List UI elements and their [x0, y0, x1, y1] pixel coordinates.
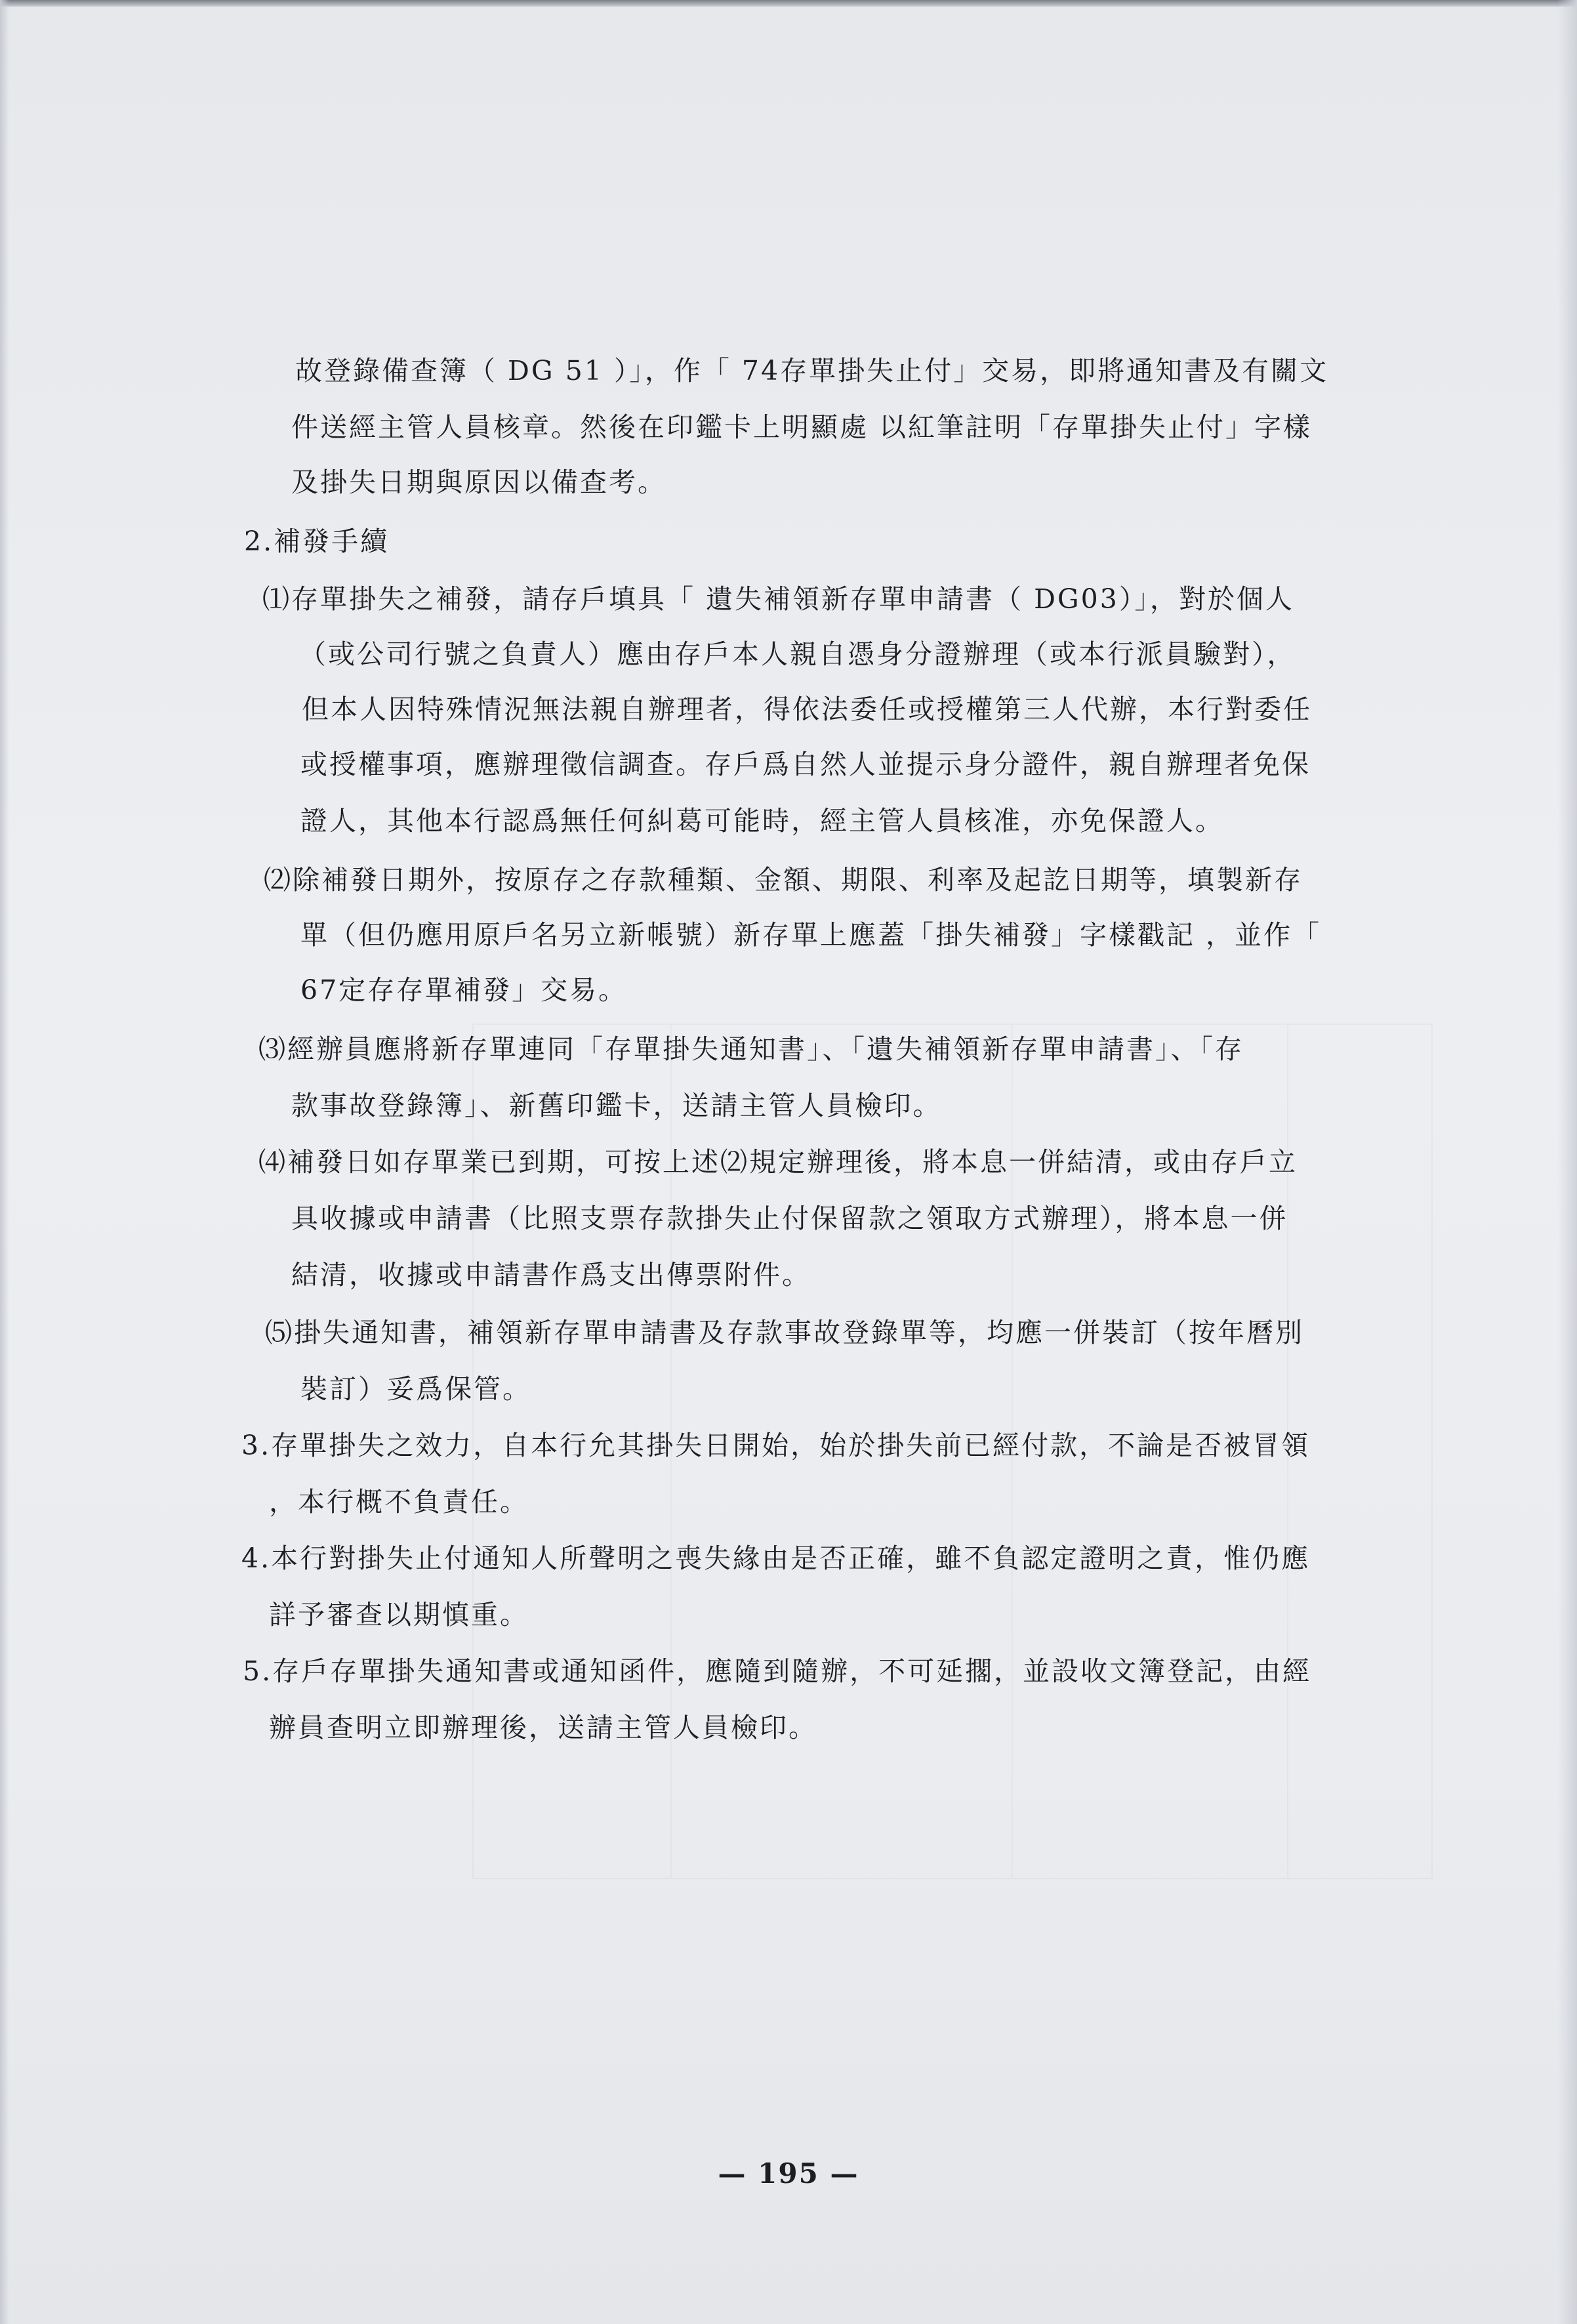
text-line: 詳予審查以期慎重。 [269, 1599, 529, 1630]
text-line: 但本人因特殊情況無法親自辦理者，得依法委任或授權第三人代辦，本行對委任 [302, 694, 1312, 725]
text-line: ⑵除補發日期外，按原存之存款種類、金額、期限、利率及起訖日期等，填製新存 [264, 864, 1303, 896]
text-line: 5.存戶存單掛失通知書或通知函件，應隨到隨辦，不可延擱，並設收文簿登記，由經 [243, 1655, 1312, 1687]
page-number: — 195 — [718, 2157, 859, 2189]
text-line: 67定存存單補發」交易。 [300, 974, 628, 1006]
text-line: 具收據或申請書（比照支票存款掛失止付保留款之領取方式辦理），將本息一併 [291, 1203, 1288, 1234]
text-line: （或公司行號之負責人）應由存戶本人親自憑身分證辦理（或本行派員驗對）， [299, 638, 1296, 670]
text-line: ⑷補發日如存單業已到期，可按上述⑵規定辦理後，將本息一併結清，或由存戶立 [258, 1146, 1298, 1178]
text-line: 故登錄備查簿（ DG 51 ）」，作「 74存單掛失止付」交易，即將通知書及有關文 [295, 355, 1329, 386]
text-line: 單（但仍應用原戶名另立新帳號）新存單上應蓋「掛失補發」字樣戳記 ，並作「 [300, 919, 1322, 951]
text-line: 或授權事項，應辦理徵信調查。存戶爲自然人並提示身分證件，親自辦理者免保 [300, 749, 1311, 780]
text-line: 4.本行對掛失止付通知人所聲明之喪失緣由是否正確，雖不負認定證明之責，惟仍應 [241, 1543, 1311, 1574]
text-line: 裝訂）妥爲保管。 [300, 1373, 531, 1405]
text-line: 證人，其他本行認爲無任何糾葛可能時，經主管人員核准，亦免保證人。 [300, 805, 1224, 837]
text-line: 辦員查明立即辦理後，送請主管人員檢印。 [269, 1712, 817, 1743]
text-line: ，本行概不負責任。 [269, 1486, 529, 1518]
text-line: ⑶經辦員應將新存單連同「存單掛失通知書」、「遺失補領新存單申請書」、「存 [258, 1033, 1244, 1065]
text-line: 件送經主管人員核章。然後在印鑑卡上明顯處 以紅筆註明「存單掛失止付」字樣 [291, 411, 1313, 443]
text-line: ⑴存單掛失之補發，請存戶填具「 遺失補領新存單申請書（ DG03）」，對於個人 [262, 583, 1294, 615]
page-right-edge [1557, 0, 1577, 2324]
text-line: 3.存單掛失之效力，自本行允其掛失日開始，始於掛失前已經付款，不論是否被冒領 [241, 1430, 1311, 1461]
section-heading: 2.補發手續 [244, 526, 390, 557]
page-left-edge [0, 0, 9, 2324]
page-top-edge [0, 0, 1577, 7]
text-line: ⑸掛失通知書，補領新存單申請書及存款事故登錄單等，均應一併裝訂（按年曆別 [265, 1317, 1304, 1348]
text-line: 結清，收據或申請書作爲支出傳票附件。 [291, 1259, 811, 1291]
text-line: 及掛失日期與原因以備查考。 [291, 467, 666, 498]
text-line: 款事故登錄簿」、新舊印鑑卡，送請主管人員檢印。 [291, 1090, 942, 1121]
